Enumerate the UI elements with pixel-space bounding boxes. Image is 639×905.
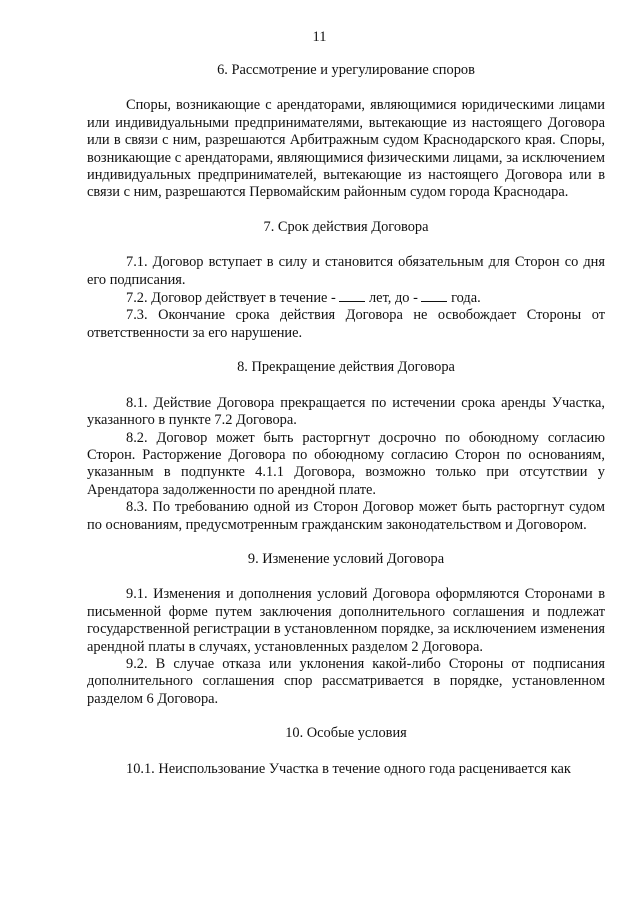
clause-7-2 [87, 289, 605, 307]
clause-9-1: 9.1. Изменения и дополнения условий Договора оформляются Сторонами в письменной форме путем заключения дополнительного соглашения и подлежат государственной регистрации в установленном порядке, за исключением изменения арендной платы в случаях, установленных разделом 2 Договора. [87, 586, 605, 655]
clause-8-2: 8.2. Договор может быть расторгнут досрочно по обоюдному согласию Сторон. Расторжение Договора по обоюдному согласию Сторон по основаниям, указанным в подпункте 4.1.1 Договора, возможно только при отсутствии у Арендатора задолженности по арендной плате. [87, 429, 605, 498]
clause-8-1: 8.1. Действие Договора прекращается по истечении срока аренды Участка, указанного в пункте 7.2 Договора. [87, 394, 605, 429]
document-body [87, 62, 605, 778]
clause-7-1: 7.1. Договор вступает в силу и становится обязательным для Сторон со дня его подписания. [87, 254, 605, 288]
section-9-heading: 9. Изменение условий Договора [247, 550, 445, 567]
clause-7-3: 7.3. Окончание срока действия Договора не освобождает Стороны от ответственности за его нарушение. [87, 307, 605, 341]
clause-7-2-text-a: 7.2. Договор действует в течение - [126, 290, 340, 307]
clause-8-3: 8.3. По требованию одной из Сторон Договор может быть расторгнут судом по основаниям, предусмотренным гражданским законодательством и Договором. [87, 499, 605, 533]
clause-7-2-text-c: года. [447, 290, 481, 307]
clause-7-2-text-b: лет, до - [365, 290, 422, 307]
section-6-heading: 6. Рассмотрение и урегулирование споров [217, 62, 475, 78]
clause-9-2: 9.2. В случае отказа или уклонения какой-либо Стороны от подписания дополнительного соглашения спор рассматривается в порядке, установленном разделом 6 Договора. [87, 655, 605, 707]
page-number: 11 [312, 29, 327, 45]
blank-years-field [339, 289, 365, 302]
section-8-heading: 8. Прекращение действия Договора [237, 359, 455, 376]
section-6-paragraph-1: Споры, возникающие с арендаторами, являющимися юридическими лицами или индивидуальными предпринимателями, вытекающие из настоящего Договора или в связи с ним, разрешаются Арбитражным судом Краснодарского края. Споры, возникающие с арендаторами, являющимися физическими лицами, за исключением индивидуальных предпринимателей, вытекающие из настоящего Договора или в связи с ним, разрешаются Первомайским районным судом города Краснодара. [87, 97, 605, 201]
clause-10-1: 10.1. Неиспользование Участка в течение одного года расценивается как [126, 760, 571, 777]
section-7-heading: 7. Срок действия Договора [263, 218, 429, 235]
blank-year-field [421, 289, 447, 302]
section-10-heading: 10. Особые условия [285, 725, 407, 742]
